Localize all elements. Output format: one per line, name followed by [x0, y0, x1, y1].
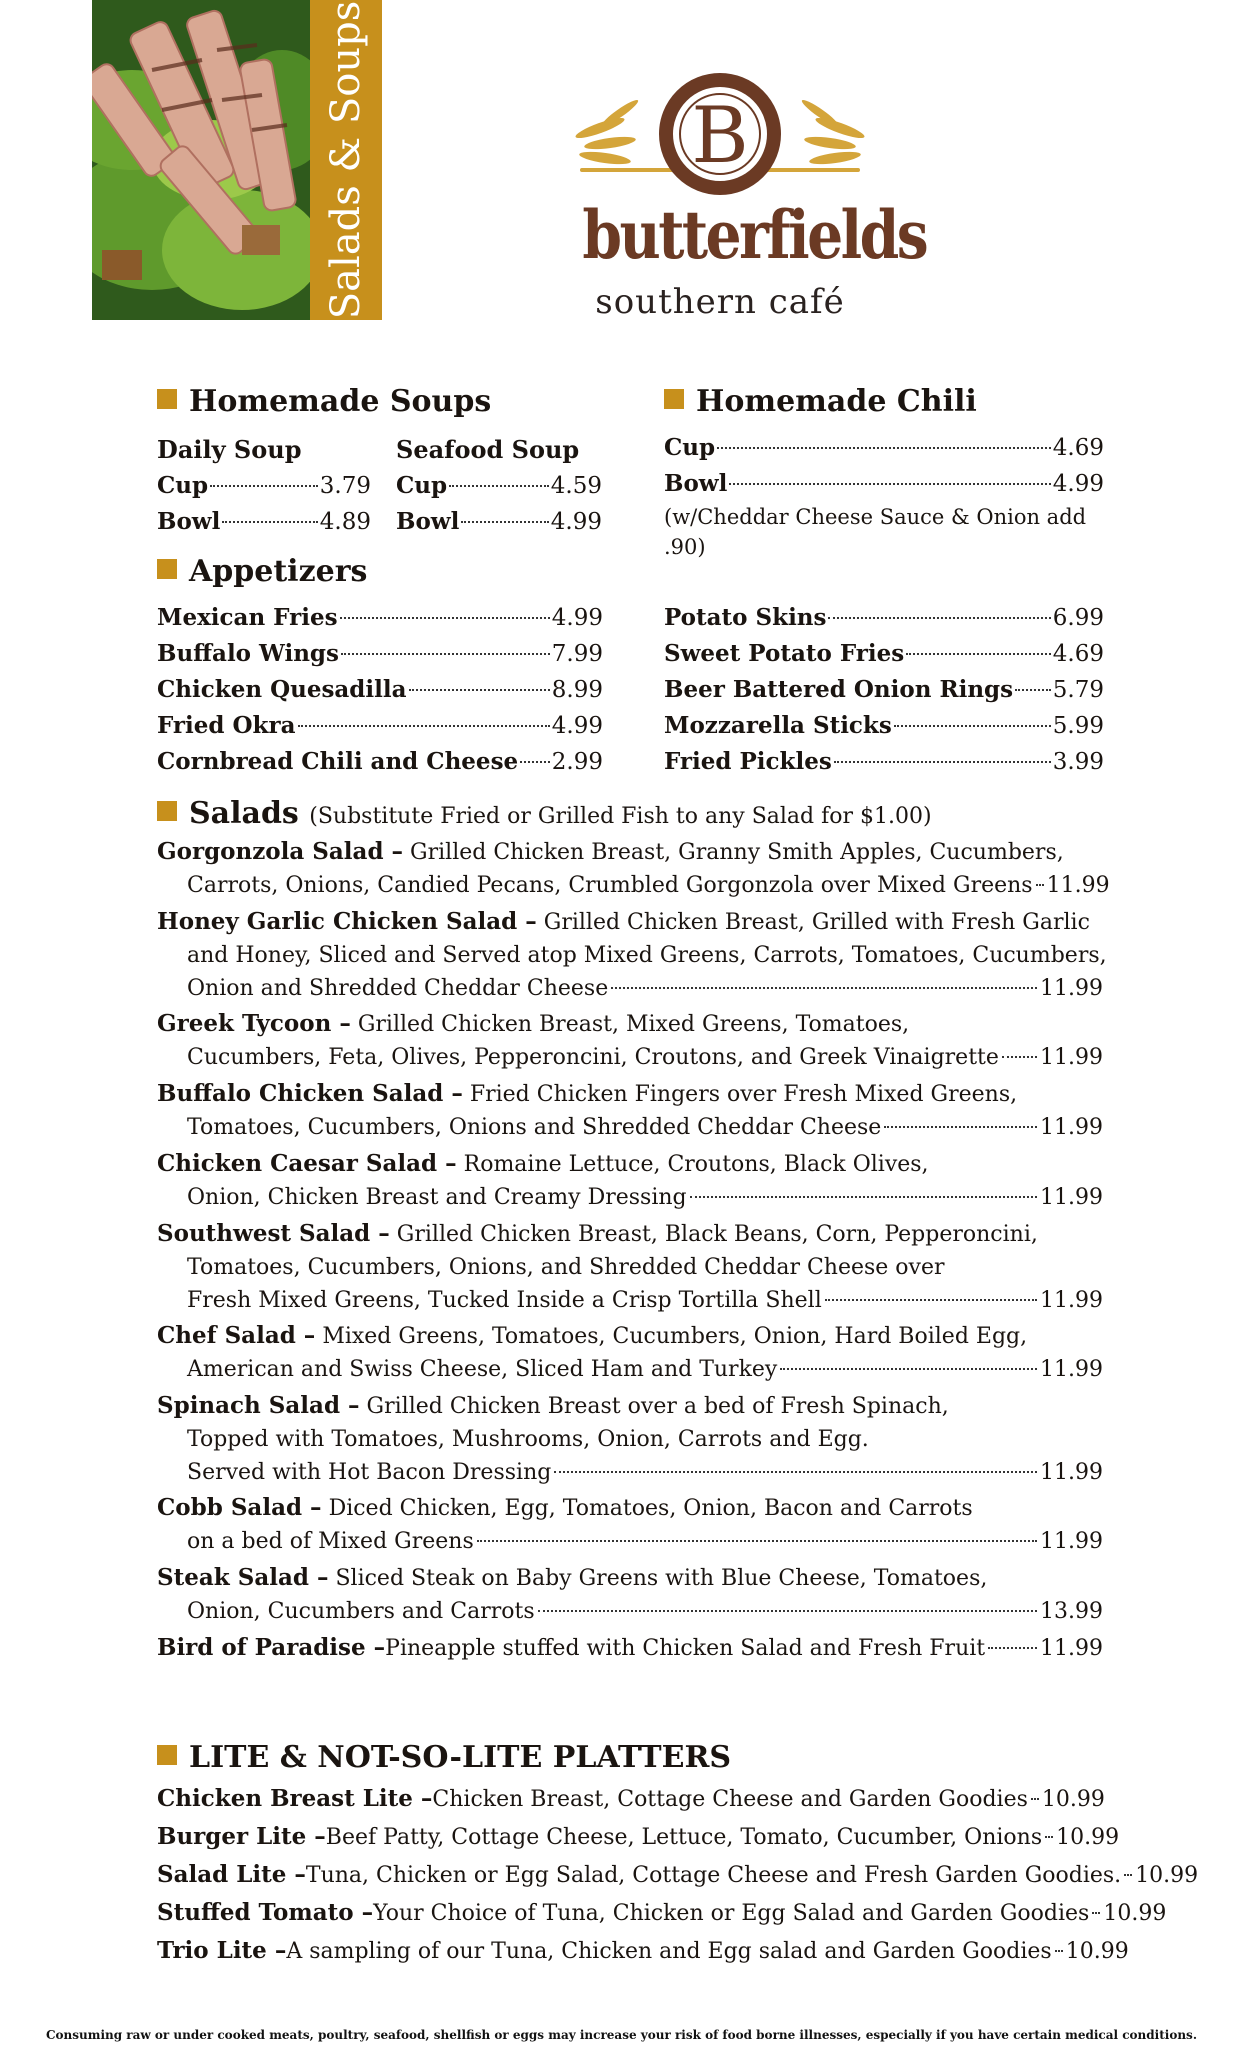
appetizer-row	[664, 708, 1104, 744]
item-description: Onion, Chicken Breast and Creamy Dressing	[187, 1185, 687, 1210]
item-description: Served with Hot Bacon Dressing	[187, 1460, 552, 1485]
item-name: Stuffed Tomato –	[157, 1899, 374, 1926]
brand-name: butterfields	[582, 196, 927, 274]
platter-item	[157, 1782, 1103, 1816]
item-line	[157, 1595, 1103, 1628]
dot-leader	[1124, 1874, 1132, 1876]
platters-heading: LITE & NOT-SO-LITE PLATTERS	[157, 1740, 731, 1775]
item-description: Tuna, Chicken or Egg Salad, Cottage Cheese and Fresh Garden Goodies.	[305, 1863, 1122, 1888]
item-name: Gorgonzola Salad –	[157, 838, 404, 865]
appetizer-name: Mexican Fries	[157, 604, 338, 631]
platter-item	[157, 1934, 1129, 1968]
item-price: 10.99	[1065, 1939, 1129, 1964]
item-line	[157, 1181, 1103, 1214]
item-description: Beef Patty, Cottage Cheese, Lettuce, Tomato, Cucumber, Onions	[325, 1825, 1043, 1850]
appetizer-name: Beer Battered Onion Rings	[664, 676, 1014, 703]
item-description: Mixed Greens, Tomatoes, Cucumbers, Onion, Hard Boiled Egg,	[322, 1324, 1028, 1349]
appetizer-name: Potato Skins	[664, 604, 827, 631]
item-description: Onion and Shredded Cheddar Cheese	[187, 976, 609, 1001]
item-line	[157, 1896, 1167, 1930]
item-line	[157, 1111, 1103, 1144]
dot-leader	[690, 1196, 1037, 1198]
item-description: Grilled Chicken Breast, Mixed Greens, Tomatoes,	[357, 1012, 910, 1037]
appetizer-price: 4.69	[1052, 641, 1104, 667]
dot-leader	[825, 1299, 1037, 1301]
salad-item	[157, 1561, 1103, 1628]
dot-leader	[611, 987, 1037, 989]
item-line	[157, 972, 1103, 1005]
appetizer-name: Fried Okra	[157, 712, 296, 739]
item-description: Tomatoes, Cucumbers, Onions and Shredded Cheddar Cheese	[187, 1115, 882, 1140]
dot-leader	[894, 725, 1051, 727]
item-description: A sampling of our Tuna, Chicken and Egg salad and Garden Goodies	[286, 1939, 1052, 1964]
item-price: 11.99	[1040, 1045, 1103, 1070]
daily-soup-bowl-row: Bowl 4.89	[157, 508, 371, 535]
appetizer-price: 4.99	[551, 713, 603, 739]
item-line	[157, 1007, 1103, 1041]
salad-photo	[92, 0, 310, 320]
item-price: 10.99	[1135, 1863, 1199, 1888]
item-name: Spinach Salad –	[157, 1392, 360, 1419]
dot-leader	[828, 617, 1050, 619]
item-line	[157, 1561, 1103, 1595]
item-name: Burger Lite –	[157, 1823, 326, 1850]
dot-leader	[1031, 1798, 1039, 1800]
salad-item	[157, 905, 1107, 1005]
item-line	[157, 1525, 1103, 1558]
item-price: 13.99	[1040, 1599, 1103, 1624]
platter-item	[157, 1896, 1167, 1930]
item-name: Buffalo Chicken Salad –	[157, 1080, 463, 1107]
item-description: Fried Chicken Fingers over Fresh Mixed Greens,	[469, 1082, 1018, 1107]
item-description: Diced Chicken, Egg, Tomatoes, Onion, Bacon and Carrots	[328, 1496, 973, 1521]
dot-leader	[1036, 884, 1044, 886]
daily-soup-cup-row: Cup 3.79	[157, 472, 371, 499]
appetizer-price: 4.99	[551, 605, 603, 631]
item-line	[157, 1041, 1103, 1074]
appetizer-name: Cornbread Chili and Cheese	[157, 748, 519, 775]
item-description: American and Swiss Cheese, Sliced Ham and Turkey	[187, 1357, 778, 1382]
item-line	[157, 1631, 1103, 1665]
appetizer-row	[157, 672, 603, 708]
dot-leader	[906, 653, 1051, 655]
item-line	[157, 1251, 1103, 1284]
item-description: Fresh Mixed Greens, Tucked Inside a Crisp Tortilla Shell	[187, 1288, 822, 1313]
appetizer-name: Fried Pickles	[664, 748, 832, 775]
appetizer-name: Buffalo Wings	[157, 640, 339, 667]
item-line	[157, 869, 1110, 902]
chili-prices	[664, 430, 1104, 562]
item-description: Tomatoes, Cucumbers, Onions, and Shredded Cheddar Cheese over	[187, 1255, 945, 1280]
item-description: on a bed of Mixed Greens	[187, 1529, 474, 1554]
salad-item	[157, 1077, 1103, 1144]
chili-note: (w/Cheddar Cheese Sauce & Onion add .90)	[664, 505, 1087, 559]
item-line	[157, 1319, 1103, 1353]
appetizer-price: 8.99	[551, 677, 603, 703]
salad-item	[157, 1389, 1103, 1489]
item-description: Pineapple stuffed with Chicken Salad and Fresh Fruit	[385, 1636, 986, 1661]
square-bullet-icon	[664, 389, 684, 409]
item-name: Chef Salad –	[157, 1322, 316, 1349]
appetizer-row	[664, 636, 1104, 672]
item-line	[157, 1284, 1103, 1317]
appetizer-name: Mozzarella Sticks	[664, 712, 892, 739]
chili-heading: Homemade Chili	[664, 384, 977, 419]
item-price: 10.99	[1103, 1901, 1167, 1926]
chili-cup-row: Cup 4.69	[664, 434, 1104, 461]
appetizer-name: Chicken Quesadilla	[157, 676, 407, 703]
dot-leader	[340, 617, 550, 619]
brand-logo	[560, 68, 927, 330]
item-price: 11.99	[1040, 1185, 1103, 1210]
hero-banner	[92, 0, 382, 320]
appetizer-name: Sweet Potato Fries	[664, 640, 905, 667]
seafood-soup-title: Seafood Soup	[396, 435, 580, 464]
appetizer-price: 5.99	[1052, 713, 1104, 739]
daily-soup-title: Daily Soup	[157, 435, 302, 464]
seafood-soup-cup-row: Cup 4.59	[396, 472, 602, 499]
item-line	[157, 1456, 1103, 1489]
item-line	[157, 1491, 1103, 1525]
item-description: Topped with Tomatoes, Mushrooms, Onion, Carrots and Egg.	[187, 1427, 869, 1452]
item-price: 11.99	[1040, 1529, 1103, 1554]
salad-item	[157, 1319, 1103, 1386]
category-title: Salads & Soups	[323, 0, 369, 320]
item-description: Carrots, Onions, Candied Pecans, Crumbled Gorgonzola over Mixed Greens	[187, 873, 1033, 898]
appetizer-row	[664, 672, 1104, 708]
salad-item	[157, 1147, 1103, 1214]
salad-item	[157, 1631, 1103, 1665]
appetizer-row	[157, 600, 603, 636]
item-description: Grilled Chicken Breast, Black Beans, Corn, Pepperoncini,	[396, 1222, 1038, 1247]
appetizer-row	[664, 744, 1104, 780]
daily-soup-column	[157, 432, 371, 540]
item-name: Steak Salad –	[157, 1564, 329, 1591]
dot-leader	[477, 1540, 1037, 1542]
appetizer-price: 3.99	[1052, 749, 1104, 775]
item-description: Grilled Chicken Breast, Granny Smith Apples, Cucumbers,	[410, 840, 1064, 865]
salad-item	[157, 1491, 1103, 1558]
appetizer-price: 6.99	[1052, 605, 1104, 631]
item-line	[157, 1934, 1129, 1968]
dot-leader	[988, 1647, 1037, 1649]
appetizer-row	[664, 600, 1104, 636]
item-price: 11.99	[1040, 1460, 1103, 1485]
soups-heading: Homemade Soups	[157, 384, 491, 419]
item-description: Sliced Steak on Baby Greens with Blue Cheese, Tomatoes,	[335, 1566, 988, 1591]
item-description: Cucumbers, Feta, Olives, Pepperoncini, Croutons, and Greek Vinaigrette	[187, 1045, 999, 1070]
item-name: Honey Garlic Chicken Salad –	[157, 908, 537, 935]
dot-leader	[780, 1368, 1037, 1370]
item-line	[157, 1423, 1103, 1456]
square-bullet-icon	[157, 389, 177, 409]
item-description: Your Choice of Tuna, Chicken or Egg Salad and Garden Goodies	[373, 1901, 1090, 1926]
appetizer-row	[157, 744, 603, 780]
salads-note: (Substitute Fried or Grilled Fish to any Salad for $1.00)	[309, 804, 932, 829]
dot-leader	[1055, 1950, 1063, 1952]
seafood-soup-column	[396, 432, 602, 540]
item-line	[157, 905, 1103, 939]
appetizers-right-column	[664, 600, 1104, 780]
item-price: 11.99	[1040, 1115, 1103, 1140]
dot-leader	[1002, 1056, 1037, 1058]
item-line	[157, 939, 1107, 972]
salad-item	[157, 835, 1110, 902]
item-price: 11.99	[1040, 1357, 1103, 1382]
item-line	[157, 835, 1103, 869]
item-name: Cobb Salad –	[157, 1494, 322, 1521]
salads-heading: Salads (Substitute Fried or Grilled Fish to any Salad for $1.00)	[157, 796, 932, 831]
item-name: Salad Lite –	[157, 1861, 306, 1888]
seafood-soup-bowl-row: Bowl 4.99	[396, 508, 602, 535]
appetizers-left-column	[157, 600, 603, 780]
item-price: 11.99	[1040, 1636, 1103, 1661]
item-description: Grilled Chicken Breast over a bed of Fresh Spinach,	[366, 1394, 949, 1419]
dot-leader	[1092, 1912, 1100, 1914]
brand-subtitle: southern café	[595, 282, 845, 322]
item-description: Romaine Lettuce, Croutons, Black Olives,	[463, 1152, 929, 1177]
dot-leader	[834, 761, 1051, 763]
item-name: Chicken Caesar Salad –	[157, 1150, 457, 1177]
item-line	[157, 1147, 1103, 1181]
square-bullet-icon	[157, 801, 177, 821]
dot-leader	[298, 725, 550, 727]
item-description: Onion, Cucumbers and Carrots	[187, 1599, 535, 1624]
item-price: 10.99	[1056, 1825, 1120, 1850]
item-name: Bird of Paradise –	[157, 1634, 386, 1661]
square-bullet-icon	[157, 1745, 177, 1765]
dot-leader	[409, 689, 550, 691]
item-description: and Honey, Sliced and Served atop Mixed Greens, Carrots, Tomatoes, Cucumbers,	[187, 943, 1107, 968]
dot-leader	[538, 1610, 1037, 1612]
appetizer-row	[157, 636, 603, 672]
wheat-emblem-icon	[560, 68, 880, 198]
item-price: 11.99	[1046, 873, 1110, 898]
appetizer-price: 7.99	[551, 641, 603, 667]
item-line	[157, 1782, 1103, 1816]
dot-leader	[884, 1126, 1037, 1128]
dot-leader	[520, 761, 550, 763]
appetizer-row	[157, 708, 603, 744]
item-price: 11.99	[1040, 976, 1103, 1001]
dot-leader	[341, 653, 550, 655]
platter-item	[157, 1820, 1120, 1854]
item-line	[157, 1353, 1103, 1386]
salad-item	[157, 1217, 1103, 1317]
dot-leader	[1015, 689, 1051, 691]
item-line	[157, 1820, 1120, 1854]
item-line	[157, 1077, 1103, 1111]
item-line	[157, 1858, 1199, 1892]
item-name: Trio Lite –	[157, 1937, 287, 1964]
food-safety-disclaimer: Consuming raw or under cooked meats, poultry, seafood, shellfish or eggs may increase your risk of food borne illnesses, especially if you have certain medical conditions.	[45, 2028, 1197, 2042]
square-bullet-icon	[157, 559, 177, 579]
item-price: 10.99	[1041, 1787, 1105, 1812]
category-band	[310, 0, 382, 320]
logo-monogram: B	[691, 91, 749, 181]
item-name: Greek Tycoon –	[157, 1010, 351, 1037]
salad-item	[157, 1007, 1103, 1074]
dot-leader	[1045, 1836, 1053, 1838]
item-line	[157, 1389, 1103, 1423]
item-description: Grilled Chicken Breast, Grilled with Fresh Garlic	[543, 910, 1090, 935]
item-name: Southwest Salad –	[157, 1220, 390, 1247]
platter-item	[157, 1858, 1199, 1892]
appetizer-price: 2.99	[551, 749, 603, 775]
item-description: Chicken Breast, Cottage Cheese and Garden Goodies	[432, 1787, 1028, 1812]
appetizer-price: 5.79	[1052, 677, 1104, 703]
item-line	[157, 1217, 1103, 1251]
item-name: Chicken Breast Lite –	[157, 1785, 433, 1812]
item-price: 11.99	[1040, 1288, 1103, 1313]
dot-leader	[554, 1471, 1037, 1473]
appetizers-heading: Appetizers	[157, 554, 367, 589]
chili-bowl-row: Bowl 4.99	[664, 470, 1104, 497]
